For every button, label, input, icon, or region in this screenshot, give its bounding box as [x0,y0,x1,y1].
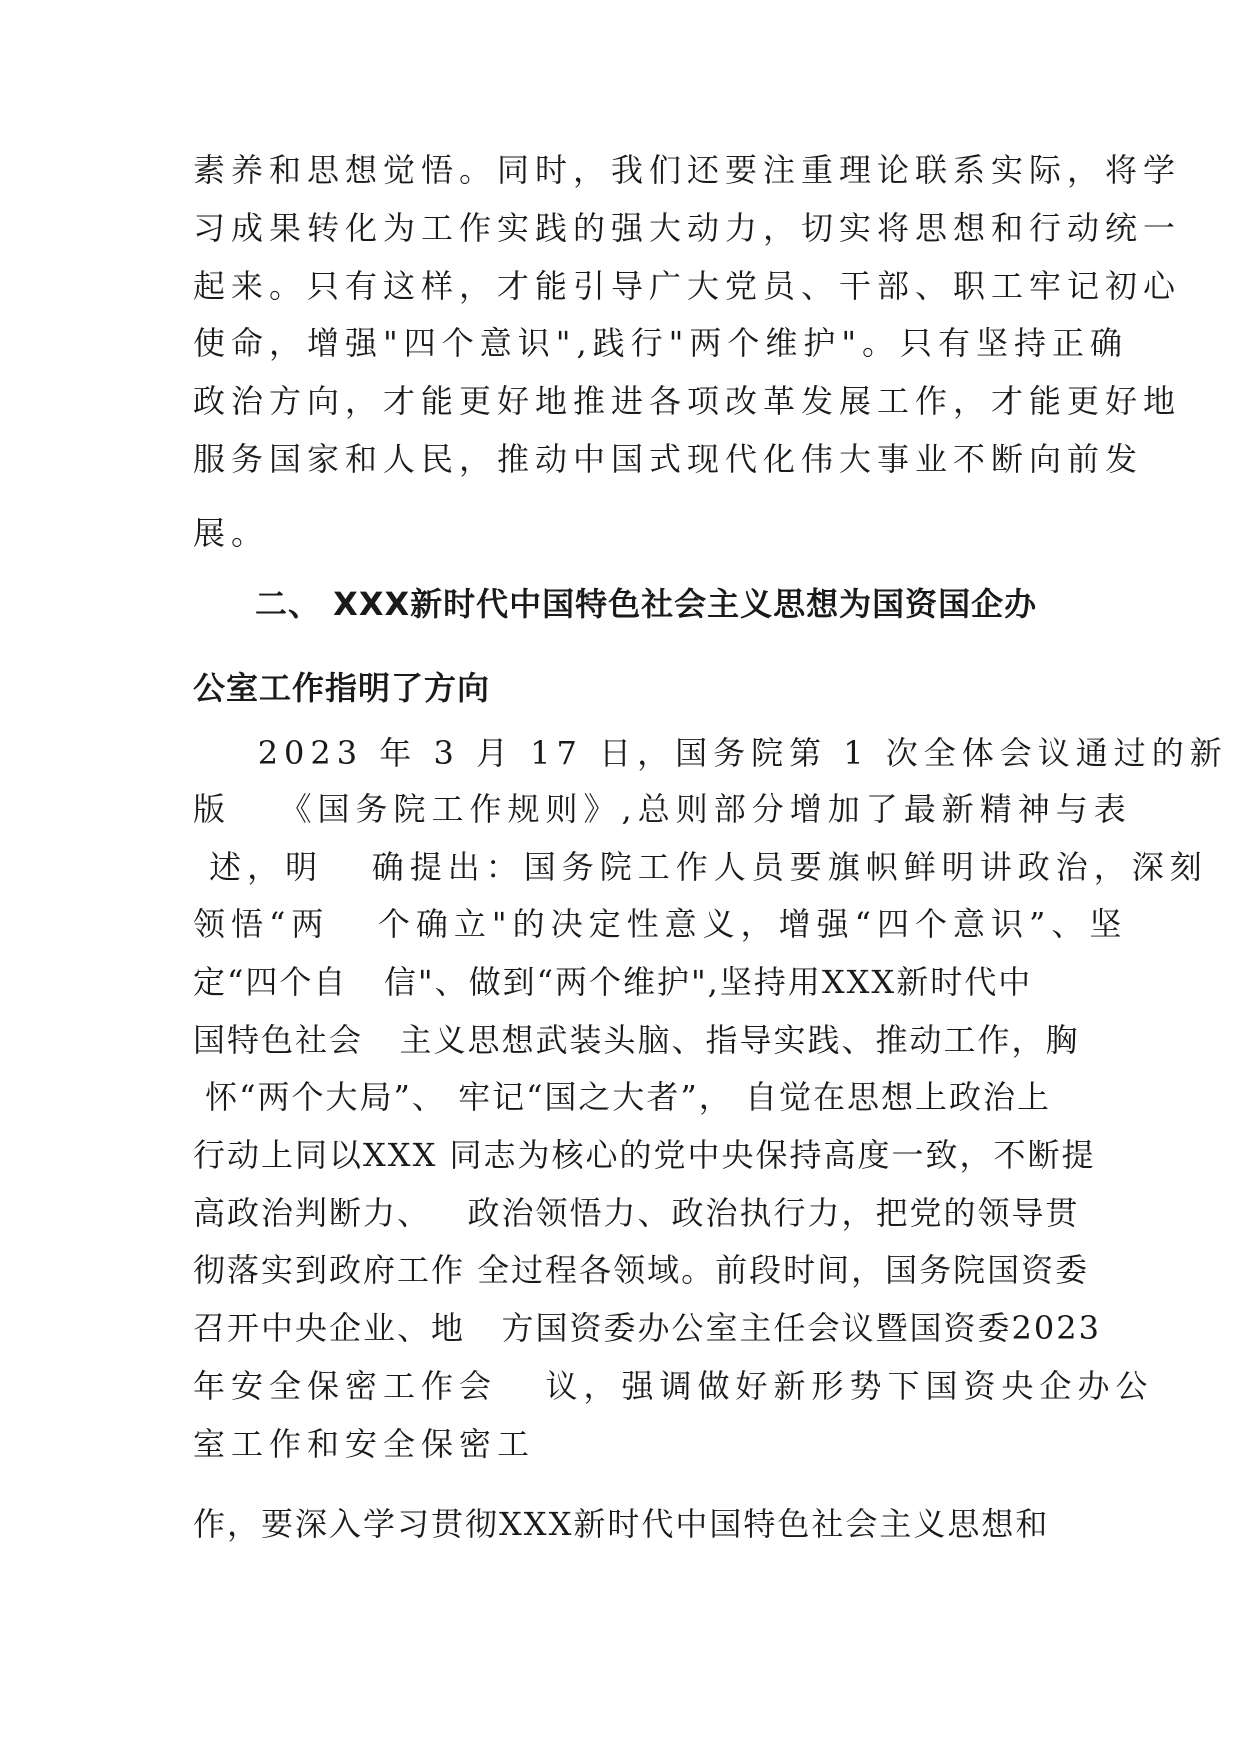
paragraph-1-line-5: 政治方向，才能更好地推进各项改革发展工作，才能更好地 [193,382,1182,420]
section-heading-line-1: 二、 XXX新时代中国特色社会主义思想为国资国企办 [255,585,1038,623]
paragraph-2-line-2: 版 《国务院工作规则》,总则部分增加了最新精神与表 [193,790,1132,828]
paragraph-1-line-4: 使命，增强"四个意识",践行"两个维护"。只有坚持正确 [193,324,1129,362]
paragraph-1-line-1: 素养和思想觉悟。同时，我们还要注重理论联系实际，将学 [193,151,1182,189]
paragraph-2-line-4: 领悟“两 个确立"的决定性意义，增强“四个意识”、坚 [193,905,1128,943]
paragraph-2-line-14: 作，要深入学习贯彻XXX新时代中国特色社会主义思想和 [193,1505,1050,1543]
section-heading-line-2: 公室工作指明了方向 [193,669,491,707]
paragraph-1-line-7: 展。 [193,514,270,552]
paragraph-2-line-11: 召开中央企业、地 方国资委办公室主任会议暨国资委2023 [193,1309,1101,1347]
paragraph-2-line-7: 怀“两个大局”、 牢记“国之大者”， 自觉在思想上政治上 [193,1078,1051,1116]
paragraph-2-line-9: 高政治判断力、 政治领悟力、政治执行力，把党的领导贯 [193,1194,1080,1232]
paragraph-2-line-5: 定“四个自 信"、做到“两个维护",坚持用XXX新时代中 [193,963,1033,1001]
paragraph-1-line-6: 服务国家和人民，推动中国式现代化伟大事业不断向前发 [193,440,1144,478]
paragraph-2-line-1: 2023 年 3 月 17 日，国务院第 1 次全体会议通过的新 [193,734,1228,772]
paragraph-2-line-3: 述，明 确提出：国务院工作人员要旗帜鲜明讲政治，深刻 [193,848,1208,886]
paragraph-2-line-13: 室工作和安全保密工 [193,1425,536,1463]
paragraph-1-line-3: 起来。只有这样，才能引导广大党员、干部、职工牢记初心 [193,267,1182,305]
paragraph-2-line-6: 国特色社会 主义思想武装头脑、指导实践、推动工作，胸 [193,1021,1080,1059]
paragraph-2-line-10: 彻落实到政府工作 全过程各领域。前段时间，国务院国资委 [193,1251,1090,1289]
paragraph-1-line-2: 习成果转化为工作实践的强大动力，切实将思想和行动统一 [193,209,1182,247]
paragraph-2-line-8: 行动上同以XXX 同志为核心的党中央保持高度一致，不断提 [193,1136,1096,1174]
paragraph-2-line-12: 年安全保密工作会 议，强调做好新形势下国资央企办公 [193,1367,1154,1405]
